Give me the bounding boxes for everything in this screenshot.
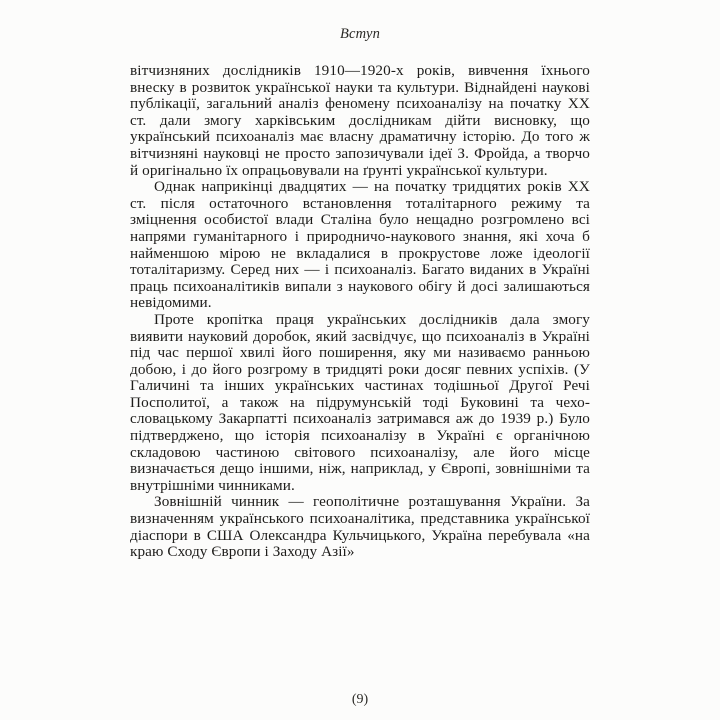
page-number: (9) — [351, 692, 369, 707]
body-text — [130, 63, 590, 561]
paragraph: Проте кропітка праця українських дослідників дала змогу виявити науковий доробок, який засвідчує, що психоаналіз в Україні під час першої хвилі його поширення, яку ми називаємо ранньою добою, і до його розгрому в тридцяті роки досяг певних успіхів. (У Галичині та інших українських частинах тодішньої Другої Речі Посполитої, а також на підрумунській тоді Буковині та чехо-словацькому Закарпатті психоаналіз затримався аж до 1939 р.) Було підтверджено, що історія психоаналізу в Україні є органічною складовою частиною світового психоаналізу, але його місце визначається дещо іншими, ніж, наприклад, у Європі, зовнішніми та внутрішніми чинниками. — [130, 310, 590, 494]
paragraph: Однак наприкінці двадцятих — на початку тридцятих років XX ст. після остаточного встановлення тоталітарного режиму та зміцнення особистої влади Сталіна було нещадно розгромлено всі напрями гуманітарного і природничо-наукового знання, які хоча б найменшою мірою не вкладалися в прокрустове ложе ідеології тоталітаризму. Серед них — і психоаналіз. Багато виданих в Україні праць психоаналітиків випали з наукового обігу й досі залишаються невідомими. — [130, 178, 590, 312]
running-head: Вступ — [339, 26, 381, 42]
paragraph: вітчизняних дослідників 1910—1920-х років, вивчення їхнього внеску в розвиток української науки та культури. Віднайдені наукові публікації, загальний аналіз феномену психоаналізу на початку XX ст. дали змогу харківським дослідникам дійти висновку, що український психоаналіз має власну драматичну історію. До того ж вітчизняні науковці не просто запозичували ідеї З. Фройда, а творчо й оригінально їх опрацьовували на ґрунті української культури. — [130, 62, 590, 179]
paragraph: Зовнішній чинник — геополітичне розташування України. За визначенням українського психоаналітика, представника української діаспори в США Олександра Кульчицького, Україна перебувала «на краю Сходу Європи і Заходу Азії» — [130, 493, 590, 561]
